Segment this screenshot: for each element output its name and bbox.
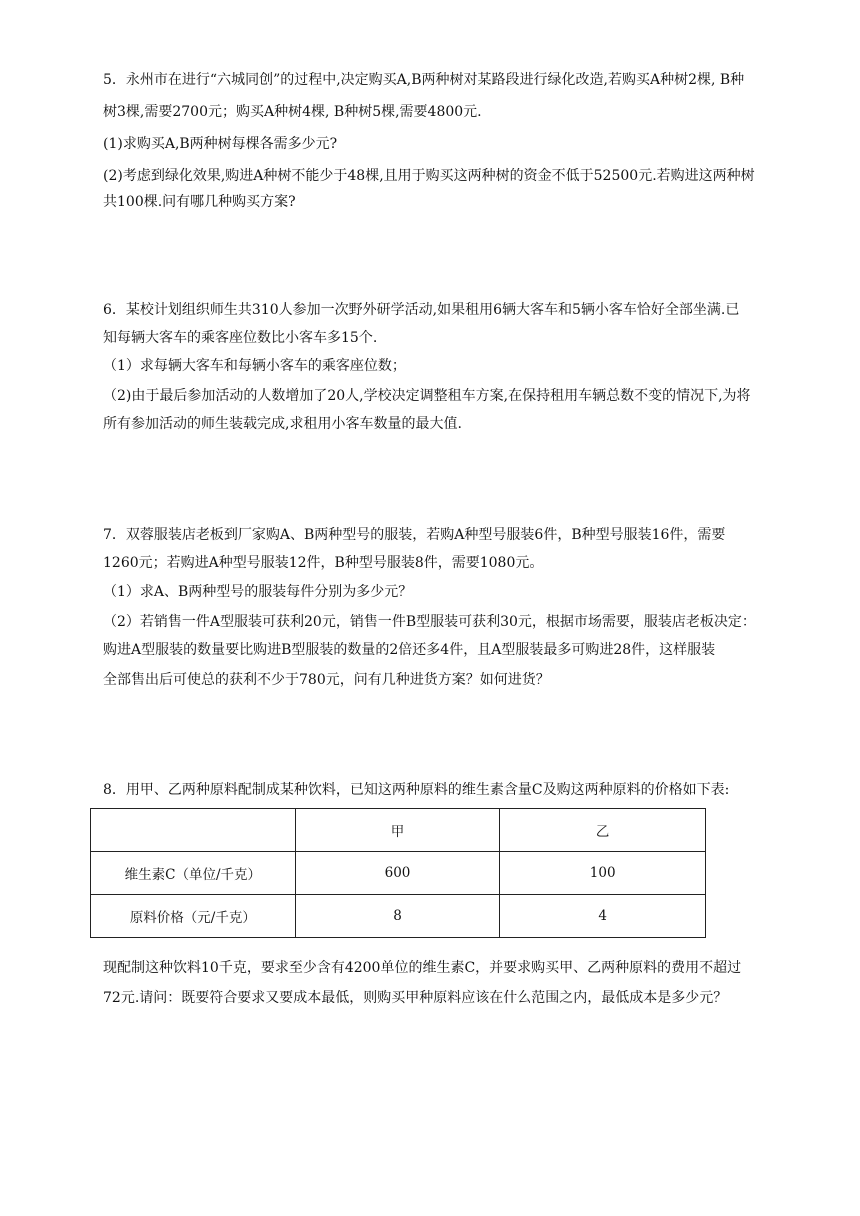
q8-intro: 8．用甲、乙两种原料配制成某种饮料，已知这两种原料的维生素含量C及购这两种原料的价格如下表: xyxy=(103,782,730,798)
table-cell: 维生素C（单位/千克） xyxy=(91,852,296,895)
table-header-row xyxy=(91,809,706,852)
q6-line-2: 知每辆大客车的乘客座位数比小客车多15个. xyxy=(103,330,378,346)
q6-part-2-line-1: （2)由于最后参加活动的人数增加了20人,学校决定调整租车方案,在保持租用车辆总数不变的情况下,为将 xyxy=(103,388,751,404)
q7-part-2-line-2: 购进A型服装的数量要比购进B型服装的数量的2倍还多4件，且A型服装最多可购进28件，这样服装 xyxy=(103,642,716,658)
table-cell xyxy=(91,809,296,852)
table-cell: 600 xyxy=(295,852,500,895)
nutrition-price-table xyxy=(90,808,706,938)
q6-part-2-line-2: 所有参加活动的师生装载完成,求租用小客车数量的最大值. xyxy=(103,416,462,432)
q7-line-1: 7．双蓉服装店老板到厂家购A、B两种型号的服装，若购A种型号服装6件，B种型号服装16件，需要 xyxy=(103,527,726,543)
table-cell: 4 xyxy=(500,895,706,938)
q8-question-line-2: 72元.请问：既要符合要求又要成本最低，则购买甲种原料应该在什么范围之内，最低成本是多少元？ xyxy=(103,990,728,1006)
table-cell: 甲 xyxy=(295,809,500,852)
table-cell: 原料价格（元/千克） xyxy=(91,895,296,938)
q7-part-1: （1）求A、B两种型号的服装每件分别为多少元？ xyxy=(103,584,413,600)
table-cell: 8 xyxy=(295,895,500,938)
q5-line-2: 树3棵,需要2700元；购买A种树4棵, B种树5棵,需要4800元. xyxy=(103,104,482,120)
q5-part-2-line-1: (2)考虑到绿化效果,购进A种树不能少于48棵,且用于购买这两种树的资金不低于52500元.若购进这两种树 xyxy=(103,168,755,184)
table-cell: 100 xyxy=(500,852,706,895)
q7-part-2-line-3: 全部售出后可使总的获利不少于780元，问有几种进货方案？如何进货？ xyxy=(103,672,550,688)
q5-line-1: 5．永州市在进行“六城同创”的过程中,决定购买A,B两种树对某路段进行绿化改造,若购买A种树2棵, B种 xyxy=(103,72,745,88)
q7-part-2-line-1: （2）若销售一件A型服装可获利20元，销售一件B型服装可获利30元，根据市场需要，服装店老板决定： xyxy=(103,614,756,630)
q7-line-2: 1260元；若购进A种型号服装12件，B种型号服装8件，需要1080元。 xyxy=(103,555,544,571)
table-row xyxy=(91,895,706,938)
q5-part-1: (1)求购买A,B两种树每棵各需多少元? xyxy=(103,136,338,152)
q8-question-line-1: 现配制这种饮料10千克，要求至少含有4200单位的维生素C，并要求购买甲、乙两种原料的费用不超过 xyxy=(103,960,742,976)
q6-line-1: 6．某校计划组织师生共310人参加一次野外研学活动,如果租用6辆大客车和5辆小客车恰好全部坐满.已 xyxy=(103,302,740,318)
table-row xyxy=(91,852,706,895)
q6-part-1: （1）求每辆大客车和每辆小客车的乘客座位数； xyxy=(103,358,406,374)
q5-part-2-line-2: 共100棵.问有哪几种购买方案? xyxy=(103,194,296,210)
table-cell: 乙 xyxy=(500,809,706,852)
